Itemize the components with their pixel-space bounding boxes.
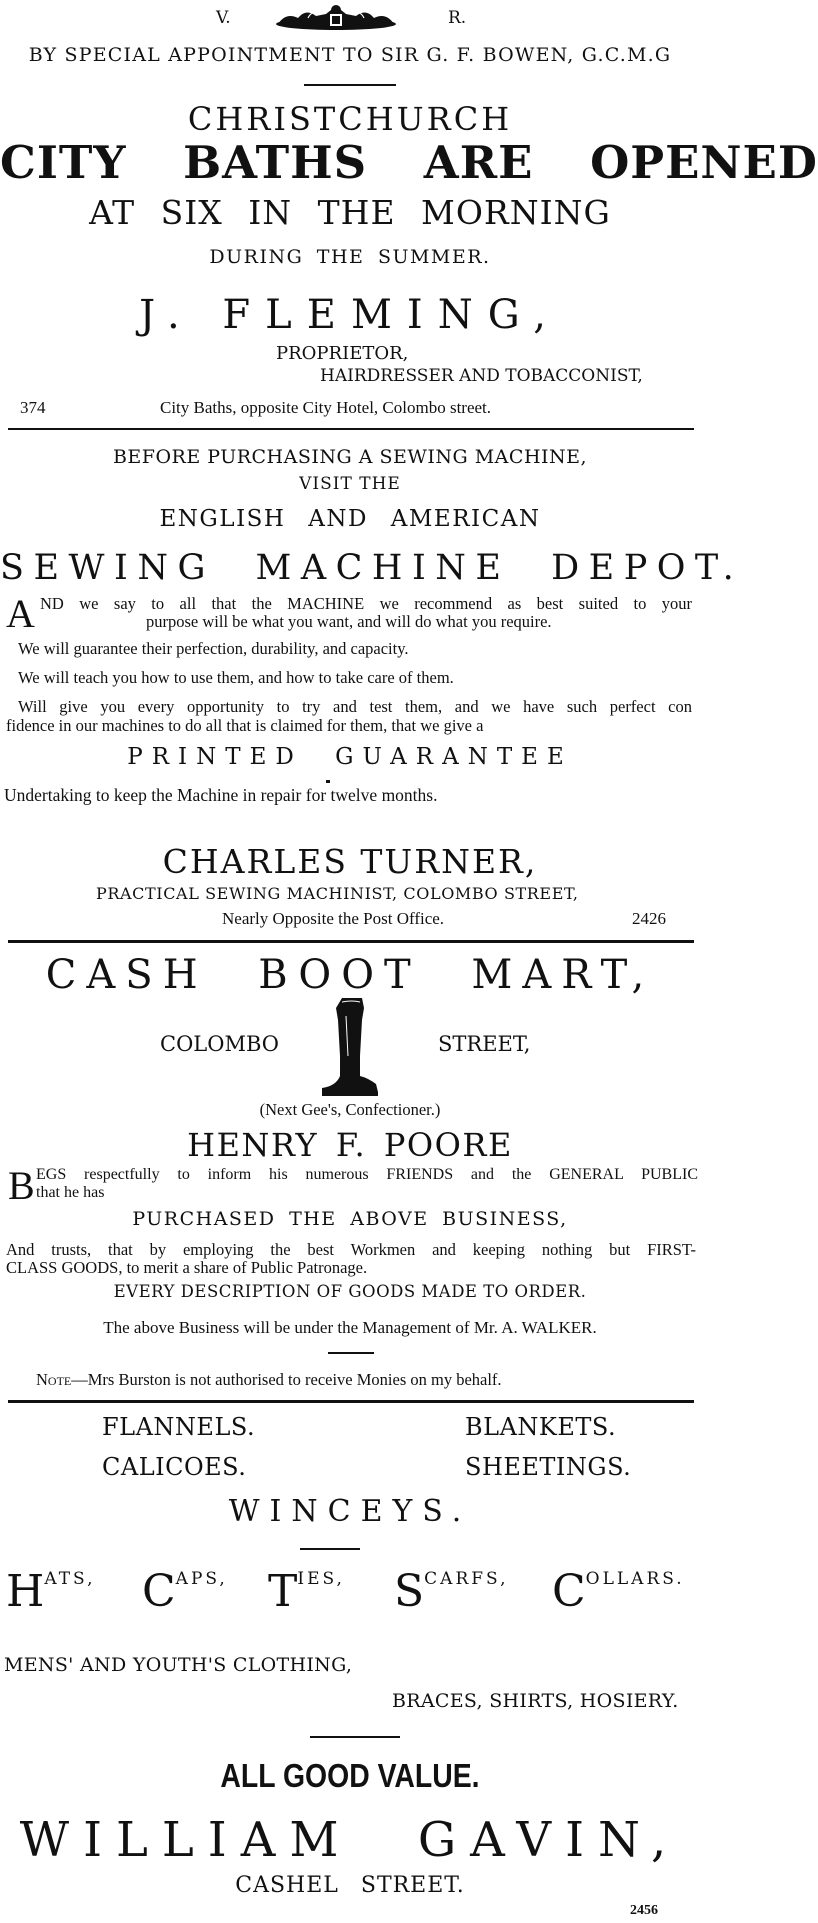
item-rest: OLLARS. bbox=[585, 1569, 685, 1589]
item-cap: T bbox=[268, 1566, 298, 1617]
drop-cap: A bbox=[6, 591, 35, 636]
appointment-line: BY SPECIAL APPOINTMENT TO SIR G. F. BOWEN, G.C.M.G bbox=[28, 44, 672, 66]
item-rest: IES, bbox=[297, 1569, 345, 1589]
mens-clothing: MENS' AND YOUTH'S CLOTHING, bbox=[4, 1654, 353, 1676]
baths-address: City Baths, opposite City Hotel, Colombo street. bbox=[160, 398, 492, 417]
every-description: EVERY DESCRIPTION OF GOODS MADE TO ORDER. bbox=[113, 1282, 587, 1301]
royal-crest-icon bbox=[268, 0, 404, 34]
calicoes: CALICOES. bbox=[102, 1453, 247, 1481]
colombo-label: COLOMBO bbox=[160, 1032, 279, 1056]
morning-line: AT SIX IN THE MORNING bbox=[89, 193, 611, 232]
sewing-intro: BEFORE PURCHASING A SEWING MACHINE, bbox=[112, 446, 588, 468]
divider bbox=[326, 780, 330, 783]
clothing-item bbox=[142, 1566, 228, 1617]
paragraph-line: ND we say to all that the MACHINE we recommend as best suited to your bbox=[40, 594, 692, 613]
clothing-item bbox=[394, 1566, 508, 1617]
section-rule bbox=[8, 428, 694, 430]
proprietor-name: J. FLEMING, bbox=[139, 292, 561, 338]
divider bbox=[310, 1736, 400, 1738]
royal-v: V. bbox=[216, 8, 231, 28]
proprietor-role: PROPRIETOR, bbox=[276, 343, 409, 364]
winceys: WINCEYS. bbox=[228, 1494, 472, 1529]
sheetings: SHEETINGS. bbox=[465, 1453, 632, 1481]
clothing-item bbox=[268, 1566, 345, 1617]
guarantee-heading: PRINTED GUARANTEE bbox=[127, 744, 573, 770]
item-cap: C bbox=[552, 1566, 586, 1617]
note-text: —Mrs Burston is not authorised to receive Monies on my behalf. bbox=[71, 1370, 502, 1389]
good-value: ALL GOOD VALUE. bbox=[220, 1757, 480, 1794]
summer-line: DURING THE SUMMER. bbox=[209, 246, 491, 268]
english-american: ENGLISH AND AMERICAN bbox=[159, 506, 541, 532]
divider bbox=[300, 1548, 360, 1550]
paragraph-line: And trusts, that by employing the best Workmen and keeping nothing but FIRST- bbox=[6, 1240, 696, 1259]
royal-r: R. bbox=[448, 8, 467, 28]
blankets: BLANKETS. bbox=[465, 1413, 617, 1441]
flannels: FLANNELS. bbox=[102, 1413, 256, 1441]
city-title: CHRISTCHURCH bbox=[187, 100, 513, 138]
item-cap: S bbox=[394, 1566, 425, 1617]
paragraph-line: that he has bbox=[36, 1184, 105, 1201]
paragraph-line: EGS respectfully to inform his numerous FRIENDS and the GENERAL PUBLIC bbox=[36, 1166, 698, 1183]
paragraph-line: fidence in our machines to do all that is claimed for them, that we give a bbox=[6, 716, 484, 735]
machinist-role: PRACTICAL SEWING MACHINIST, COLOMBO STREET, bbox=[96, 884, 579, 903]
machinist-name: CHARLES TURNER, bbox=[162, 842, 538, 881]
paragraph-line: We will teach you how to use them, and how to take care of them. bbox=[18, 668, 454, 687]
ad-number: 2426 bbox=[632, 909, 666, 928]
street-label: STREET, bbox=[438, 1032, 531, 1056]
item-cap: C bbox=[142, 1566, 176, 1617]
purchased-line: PURCHASED THE ABOVE BUSINESS, bbox=[132, 1208, 568, 1230]
braces-line: BRACES, SHIRTS, HOSIERY. bbox=[392, 1690, 679, 1712]
visit-the: VISIT THE bbox=[299, 474, 401, 494]
item-rest: ATS, bbox=[44, 1569, 96, 1589]
note-line bbox=[36, 1370, 502, 1390]
paragraph-line: purpose will be what you want, and will do what you require. bbox=[146, 612, 552, 631]
boot-icon bbox=[316, 996, 380, 1098]
divider bbox=[304, 84, 396, 86]
item-rest: APS, bbox=[175, 1569, 228, 1589]
item-cap: H bbox=[6, 1566, 45, 1617]
paragraph-line: CLASS GOODS, to merit a share of Public Patronage. bbox=[6, 1258, 368, 1277]
paragraph-line: Will give you every opportunity to try and test them, and we have such perfect con bbox=[18, 697, 692, 716]
item-rest: CARFS, bbox=[424, 1569, 509, 1589]
next-gees: (Next Gee's, Confectioner.) bbox=[259, 1100, 441, 1119]
drop-cap: B bbox=[8, 1163, 35, 1208]
note-label: Note bbox=[36, 1370, 72, 1389]
depot-headline: SEWING MACHINE DEPOT. bbox=[0, 548, 744, 588]
cashel-street: CASHEL STREET. bbox=[235, 1873, 465, 1898]
section-rule bbox=[8, 1400, 694, 1403]
hairdresser-role: HAIRDRESSER AND TOBACCONIST, bbox=[320, 366, 643, 386]
baths-headline: CITY BATHS ARE OPENED bbox=[0, 136, 818, 189]
poore-name: HENRY F. POORE bbox=[187, 1126, 513, 1164]
gavin-name: WILLIAM GAVIN, bbox=[19, 1812, 681, 1868]
boot-mart-headline: CASH BOOT MART, bbox=[45, 952, 655, 998]
depot-address: Nearly Opposite the Post Office. bbox=[222, 909, 445, 928]
clothing-item bbox=[552, 1566, 685, 1617]
undertaking-line: Undertaking to keep the Machine in repair for twelve months. bbox=[4, 785, 438, 805]
divider bbox=[328, 1352, 374, 1354]
clothing-item bbox=[6, 1566, 96, 1617]
ad-number: 374 bbox=[20, 398, 46, 417]
section-rule bbox=[8, 940, 694, 943]
ad-number: 2456 bbox=[630, 1903, 658, 1918]
paragraph-line: We will guarantee their perfection, durability, and capacity. bbox=[18, 639, 409, 658]
management-line: The above Business will be under the Management of Mr. A. WALKER. bbox=[103, 1318, 597, 1337]
